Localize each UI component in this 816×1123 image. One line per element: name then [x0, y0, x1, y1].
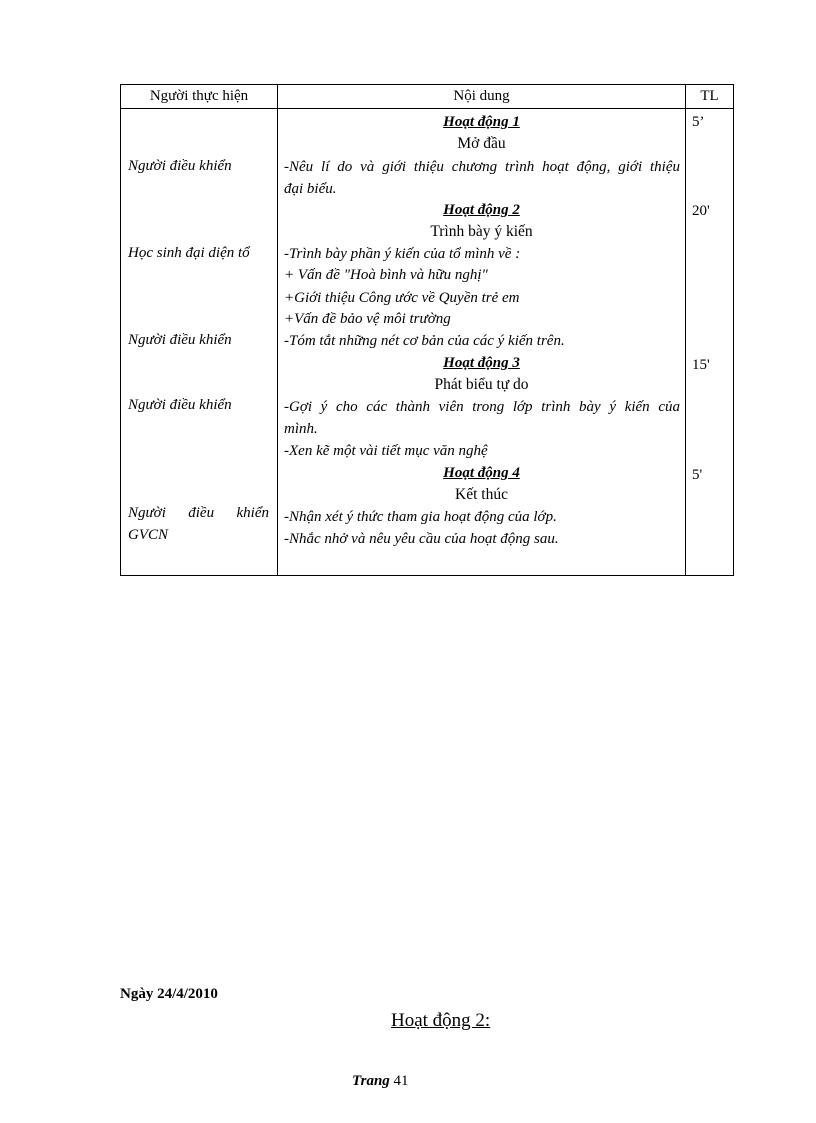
activity-2-time: 20'	[692, 203, 710, 219]
activity-2-line: -Trình bày phần ý kiến của tổ mình về :	[284, 246, 521, 262]
footer-heading: Hoạt động 2:	[391, 1010, 491, 1031]
activity-1-line: -Nêu lí do và giới thiệu chương trình hoạt động, giới thiệu	[284, 159, 680, 175]
page-number-value: 41	[393, 1073, 409, 1089]
activity-4-time: 5'	[692, 467, 703, 483]
activity-3-line: -Gợi ý cho các thành viên trong lớp trình bày ý kiến của	[284, 399, 680, 415]
activity-2-line: +Giới thiệu Công ước về Quyền trẻ em	[284, 290, 520, 306]
activity-4-subtitle: Kết thúc	[455, 486, 508, 503]
page-label: Trang	[352, 1073, 390, 1089]
activity-4-title: Hoạt động 4	[443, 465, 520, 481]
time-column	[686, 109, 734, 576]
activity-3-subtitle: Phát biểu tự do	[434, 376, 529, 393]
performer-activity-3: Người điều khiển	[128, 397, 232, 413]
activity-2-line: +Vấn đề bảo vệ môi trường	[284, 311, 451, 327]
activity-2-subtitle: Trình bày ý kiến	[430, 223, 533, 240]
activity-1-subtitle: Mở đầu	[457, 135, 506, 152]
header-performer: Người thực hiện	[121, 85, 278, 109]
performer-activity-4	[128, 503, 269, 523]
performer-activity-1: Người điều khiển	[128, 158, 232, 174]
performer-word: điều	[188, 505, 215, 521]
header-content: Nội dung	[278, 85, 686, 109]
activity-3-time: 15'	[692, 357, 710, 373]
activity-4-line: -Nhận xét ý thức tham gia hoạt động của lớp.	[284, 509, 557, 525]
table-header-row	[121, 85, 734, 109]
table-body-row	[121, 109, 734, 576]
header-time: TL	[686, 85, 734, 109]
performer-activity-2: Học sinh đại diện tổ	[128, 245, 250, 261]
performer-word: Người	[128, 505, 166, 521]
activity-2-title: Hoạt động 2	[443, 202, 520, 218]
activity-3-title: Hoạt động 3	[443, 355, 520, 371]
activity-2-line: -Tóm tắt những nét cơ bản của các ý kiến trên.	[284, 333, 565, 349]
performer-column	[121, 109, 278, 576]
activity-3-line: mình.	[284, 421, 318, 437]
activity-1-title: Hoạt động 1	[443, 114, 520, 130]
footer-date: Ngày 24/4/2010	[120, 986, 218, 1002]
activity-4-line: -Nhắc nhở và nêu yêu cầu của hoạt động sau.	[284, 531, 559, 547]
activity-1-time: 5’	[692, 114, 705, 130]
activity-table	[120, 84, 734, 576]
performer-activity-4-secondary: GVCN	[128, 527, 169, 543]
content-column	[278, 109, 686, 576]
activity-3-line: -Xen kẽ một vài tiết mục văn nghệ	[284, 443, 488, 459]
performer-word: khiển	[236, 505, 269, 521]
page-number	[352, 1073, 409, 1090]
activity-1-line: đại biểu.	[284, 181, 337, 197]
performer-activity-2-secondary: Người điều khiển	[128, 332, 232, 348]
activity-2-line: + Vấn đề "Hoà bình và hữu nghị"	[284, 267, 488, 283]
